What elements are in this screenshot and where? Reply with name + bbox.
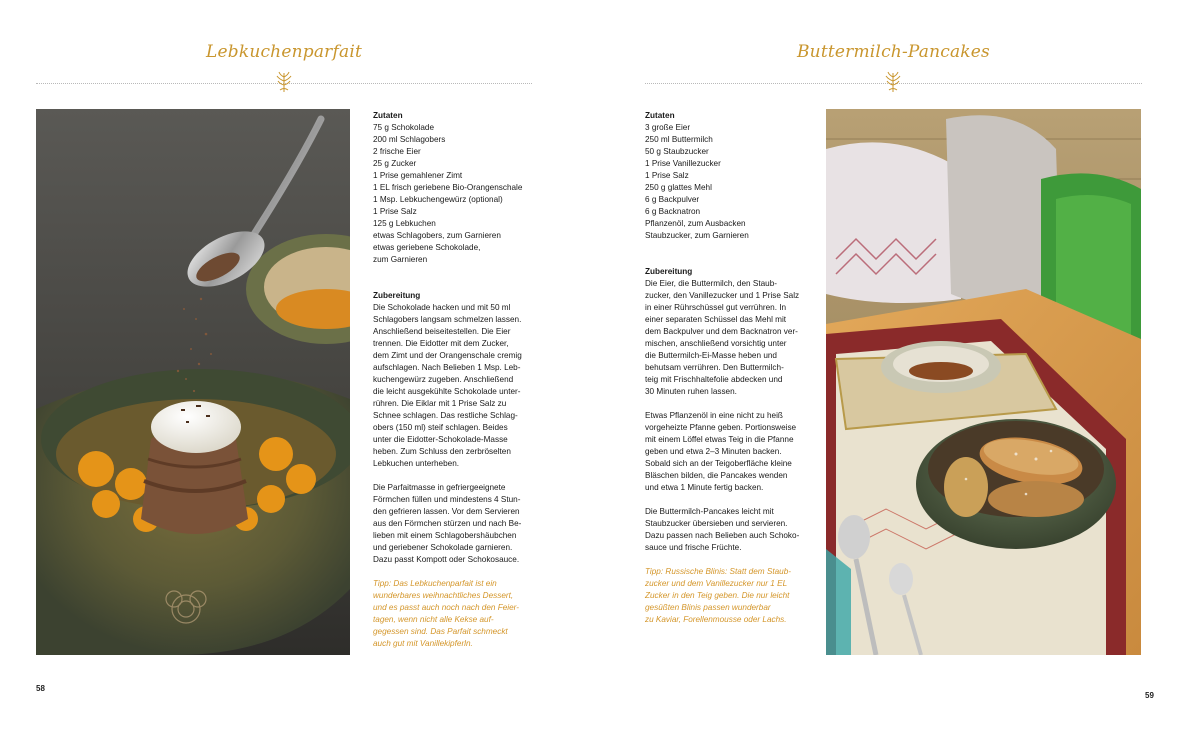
- text-line: 250 ml Buttermilch: [645, 135, 713, 144]
- text-line: Bläschen bilden, die Pancakes wenden: [645, 471, 788, 480]
- ingredients-list: [373, 122, 573, 266]
- preparation-heading: Zubereitung: [373, 291, 421, 300]
- text-line: Etwas Pflanzenöl in eine nicht zu heiß: [645, 411, 783, 420]
- text-line: zu Kaviar, Forellenmousse oder Lachs.: [645, 615, 787, 624]
- text-line: und geriebener Schokolade garnieren.: [373, 543, 513, 552]
- text-line: sauce und frische Früchte.: [645, 543, 742, 552]
- text-line: 6 g Backnatron: [645, 207, 701, 216]
- text-line: 1 Prise Salz: [373, 207, 417, 216]
- text-line: 250 g glattes Mehl: [645, 183, 712, 192]
- text-line: 30 Minuten ruhen lassen.: [645, 387, 737, 396]
- text-line: 1 Prise Salz: [645, 171, 689, 180]
- text-line: 125 g Lebkuchen: [373, 219, 436, 228]
- text-line: vorgeheizte Pfanne geben. Portionsweise: [645, 423, 797, 432]
- text-line: Schnee schlagen. Das restliche Schlag-: [373, 411, 518, 420]
- text-line: behutsam verrühren. Den Buttermilch-: [645, 363, 784, 372]
- text-line: 200 ml Schlagobers: [373, 135, 446, 144]
- page-number: 58: [36, 684, 45, 693]
- text-line: Staubzucker übersieben und servieren.: [645, 519, 788, 528]
- paragraph: [373, 482, 573, 566]
- text-line: 2 frische Eier: [373, 147, 421, 156]
- right-page: [596, 0, 1191, 737]
- ingredients-heading: Zutaten: [645, 111, 675, 120]
- text-line: obers (150 ml) steif schlagen. Beides: [373, 423, 508, 432]
- text-line: aufschlagen. Nach Belieben 1 Msp. Leb-: [373, 363, 521, 372]
- text-line: und es passt auch noch nach den Feier-: [373, 603, 519, 612]
- text-line: und etwa 1 Minute fertig backen.: [645, 483, 764, 492]
- text-line: Förmchen füllen und mindestens 4 Stun-: [373, 495, 521, 504]
- ingredients-list: [645, 122, 845, 242]
- text-line: den gefrieren lassen. Vor dem Servieren: [373, 507, 520, 516]
- recipe-tip: [645, 566, 845, 626]
- wheat-ornament-icon: [275, 70, 293, 94]
- text-line: Dazu passen nach Belieben auch Schoko-: [645, 531, 800, 540]
- paragraph: [645, 506, 845, 554]
- text-line: Die Parfaitmasse in gefriergeeignete: [373, 483, 506, 492]
- text-line: 1 Prise Vanillezucker: [645, 159, 721, 168]
- text-line: Sobald sich an der Teigoberfläche kleine: [645, 459, 792, 468]
- text-line: Lebkuchen unterheben.: [373, 459, 460, 468]
- text-line: 3 große Eier: [645, 123, 691, 132]
- text-line: Schlagobers langsam schmelzen lassen.: [373, 315, 522, 324]
- text-line: wunderbares weihnachtliches Dessert,: [373, 591, 514, 600]
- text-line: 1 Msp. Lebkuchengewürz (optional): [373, 195, 503, 204]
- recipe-text-buttermilch-pancakes: [645, 110, 845, 626]
- page-number: 59: [1145, 691, 1154, 700]
- text-line: rühren. Die Eiklar mit 1 Prise Salz zu: [373, 399, 507, 408]
- text-line: aus den Förmchen stürzen und nach Be-: [373, 519, 522, 528]
- text-line: zucker und dem Vanillezucker nur 1 EL: [645, 579, 788, 588]
- text-line: 50 g Staubzucker: [645, 147, 709, 156]
- recipe-title-buttermilch-pancakes: Buttermilch-Pancakes: [796, 42, 990, 62]
- text-line: Tipp: Russische Blinis: Statt dem Staub-: [645, 567, 791, 576]
- text-line: dem Backpulver und dem Backnatron ver-: [645, 327, 798, 336]
- buttermilch-pancakes-photo: [826, 109, 1141, 655]
- recipe-title-lebkuchenparfait: Lebkuchenparfait: [205, 42, 362, 62]
- text-line: mit einem Löffel etwas Teig in die Pfanne: [645, 435, 794, 444]
- text-line: etwas geriebene Schokolade,: [373, 243, 481, 252]
- text-line: heben. Zum Schluss den zerbröselten: [373, 447, 511, 456]
- text-line: 25 g Zucker: [373, 159, 417, 168]
- text-line: Die Eier, die Buttermilch, den Staub-: [645, 279, 777, 288]
- text-line: Pflanzenöl, zum Ausbacken: [645, 219, 746, 228]
- text-line: gegessen sind. Das Parfait schmeckt: [373, 627, 508, 636]
- text-line: Zucker in den Teig geben. Die nur leicht: [645, 591, 790, 600]
- text-line: zucker, den Vanillezucker und 1 Prise Salz: [645, 291, 800, 300]
- text-line: tagen, wenn nicht alle Kekse auf-: [373, 615, 494, 624]
- text-line: Die Schokolade hacken und mit 50 ml: [373, 303, 511, 312]
- text-line: Tipp: Das Lebkuchenparfait ist ein: [373, 579, 497, 588]
- text-line: trennen. Die Eidotter mit dem Zucker,: [373, 339, 509, 348]
- paragraph: [373, 302, 573, 470]
- lebkuchenparfait-photo: [36, 109, 350, 655]
- text-line: kuchengewürz zugeben. Anschließend: [373, 375, 514, 384]
- text-line: 6 g Backpulver: [645, 195, 700, 204]
- text-line: Anschließend beiseitestellen. Die Eier: [373, 327, 511, 336]
- recipe-tip: [373, 578, 573, 650]
- text-line: die leicht ausgekühlte Schokolade unter-: [373, 387, 521, 396]
- text-line: Die Buttermilch-Pancakes leicht mit: [645, 507, 774, 516]
- text-line: einer separaten Schüssel das Mehl mit: [645, 315, 787, 324]
- text-line: Staubzucker, zum Garnieren: [645, 231, 749, 240]
- recipe-text-lebkuchenparfait: [373, 110, 573, 650]
- text-line: auch gut mit Vanillekipferln.: [373, 639, 473, 648]
- text-line: dem Zimt und der Orangenschale cremig: [373, 351, 522, 360]
- preparation-text: [373, 302, 573, 566]
- text-line: mischen, anschließend vorsichtig unter: [645, 339, 787, 348]
- text-line: in einer Rührschüssel gut verrühren. In: [645, 303, 787, 312]
- text-line: etwas Schlagobers, zum Garnieren: [373, 231, 501, 240]
- text-line: die Buttermilch-Ei-Masse heben und: [645, 351, 777, 360]
- paragraph: [645, 278, 845, 398]
- ingredients-heading: Zutaten: [373, 111, 403, 120]
- text-line: unter die Eidotter-Schokolade-Masse: [373, 435, 508, 444]
- text-line: geben und etwa 2–3 Minuten backen.: [645, 447, 782, 456]
- preparation-text: [645, 278, 845, 554]
- text-line: 75 g Schokolade: [373, 123, 434, 132]
- text-line: gesüßten Blinis passen wunderbar: [645, 603, 771, 612]
- text-line: 1 Prise gemahlener Zimt: [373, 171, 463, 180]
- text-line: zum Garnieren: [373, 255, 428, 264]
- text-line: lieben mit einem Schlagobershäubchen: [373, 531, 517, 540]
- paragraph: [645, 410, 845, 494]
- text-line: 1 EL frisch geriebene Bio-Orangenschale: [373, 183, 523, 192]
- preparation-heading: Zubereitung: [645, 267, 693, 276]
- text-line: teig mit Frischhaltefolie abdecken und: [645, 375, 783, 384]
- wheat-ornament-icon: [884, 70, 902, 94]
- text-line: Dazu passt Kompott oder Schokosauce.: [373, 555, 520, 564]
